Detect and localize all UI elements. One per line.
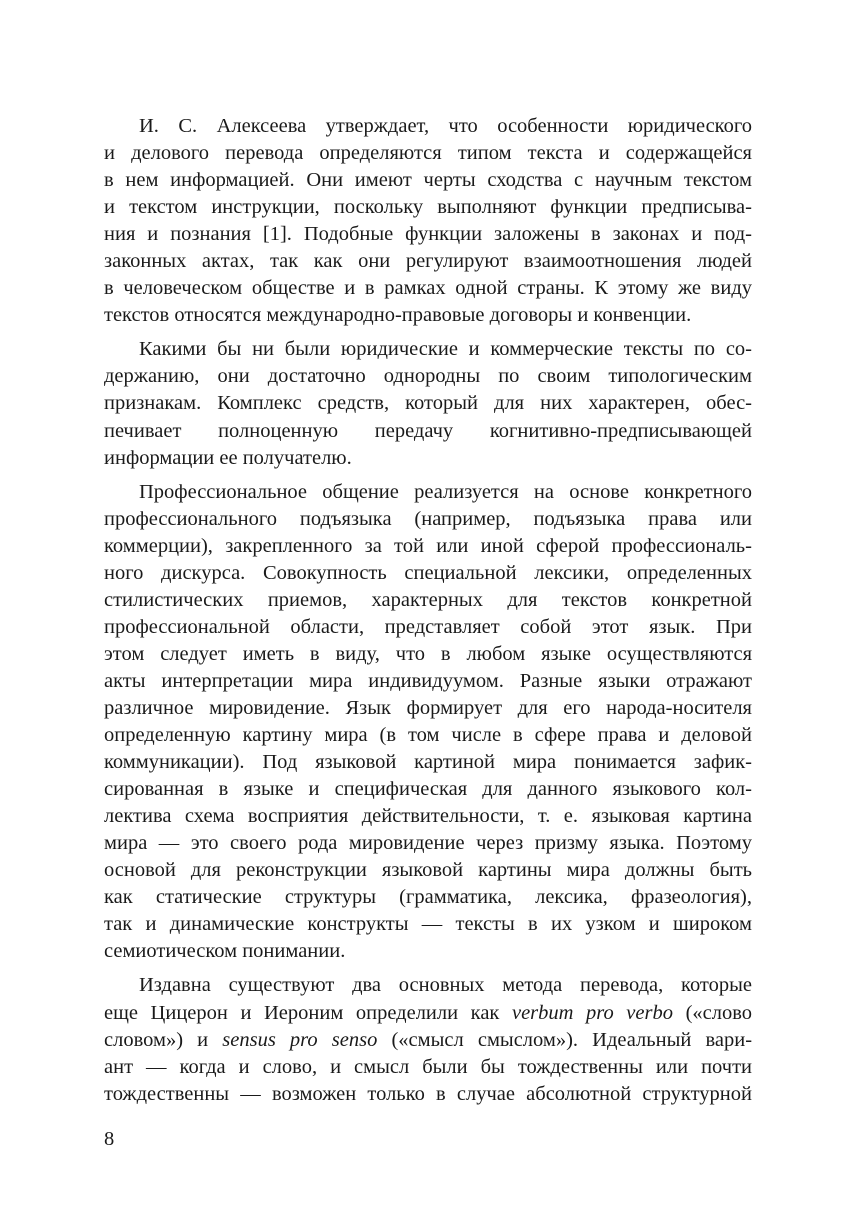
text-line: ния и познания [1]. Подобные функции заложены в законах и под- [104,223,752,246]
paragraph-3 [104,479,752,966]
text-line: так и динамические конструкты — тексты в их узком и широком [104,913,752,936]
body-text [104,113,752,1108]
text-line: И. С. Алексеева утверждает, что особенности юридического [139,115,752,137]
text-line: мира — это своего рода мировидение через призму языка. Поэтому [104,832,752,855]
text-line: стилистических приемов, характерных для текстов конкретной [104,588,752,611]
line-text: («слово [685,1001,753,1024]
text-line: коммерции), закрепленного за той или иной сферой профессиональ- [104,534,752,557]
text-line: информации ее получателю. [104,446,352,469]
text-line: ного дискурса. Совокупность специальной лексики, определенных [104,561,752,584]
text-line: как статические структуры (грамматика, лексика, фразеология), [104,886,752,909]
text-line: печивает полноценную передачу когнитивно-предписывающей [104,419,752,442]
latin-phrase: verbum pro verbo [511,1001,673,1024]
text-line-with-latin [104,1000,752,1027]
text-line: этом следует иметь в виду, что в любом языке осуществляются [104,642,752,665]
text-line: в человеческом обществе и в рамках одной страны. К этому же виду [104,277,752,300]
line-text: еще Цицерон и Иероним определили как [104,1001,500,1024]
text-line: держанию, они достаточно однородны по своим типологическим [104,365,752,388]
text-line: признакам. Комплекс средств, который для них характерен, обес- [104,392,752,415]
line-text: («смысл смыслом»). Идеальный вари- [391,1028,753,1051]
page-number: 8 [104,1128,115,1150]
paragraph-2 [104,336,752,471]
text-line: тождественны — возможен только в случае абсолютной структурной [104,1082,752,1105]
text-line: и делового перевода определяются типом текста и содержащейся [104,142,752,165]
text-line: определенную картину мира (в том числе в сфере права и деловой [104,724,752,747]
text-line-with-latin [104,1027,752,1054]
line-text: словом») и [104,1028,209,1051]
text-line: ант — когда и слово, и смысл были бы тождественны или почти [104,1055,752,1078]
text-line: профессиональной области, представляет собой этот язык. При [104,615,752,638]
text-line: коммуникации). Под языковой картиной мира понимается зафик- [104,751,752,774]
text-line: текстов относятся международно-правовые договоры и конвенции. [104,304,692,327]
text-line: основой для реконструкции языковой картины мира должны быть [104,859,752,882]
text-line: акты интерпретации мира индивидуумом. Разные языки отражают [104,669,752,692]
text-line: законных актах, так как они регулируют взаимоотношения людей [104,250,752,273]
text-line: Какими бы ни были юридические и коммерческие тексты по со- [139,338,752,361]
text-line: и текстом инструкции, поскольку выполняют функции предписыва- [104,196,752,219]
text-line: в нем информацией. Они имеют черты сходства с научным текстом [104,169,752,192]
text-line: профессионального подъязыка (например, подъязыка права или [104,507,752,530]
text-line: Профессиональное общение реализуется на основе конкретного [139,480,752,503]
text-line: лектива схема восприятия действительности, т. е. языковая картина [104,805,752,828]
text-line: различное мировидение. Язык формирует для его народа-носителя [104,696,752,719]
text-line: сированная в языке и специфическая для данного языкового кол- [104,778,752,801]
text-line: семиотическом понимании. [104,940,346,963]
paragraph-1 [104,113,752,329]
paragraph-4 [104,972,752,1107]
latin-phrase: sensus pro senso [222,1028,378,1051]
text-line: Издавна существуют два основных метода перевода, которые [139,974,752,997]
